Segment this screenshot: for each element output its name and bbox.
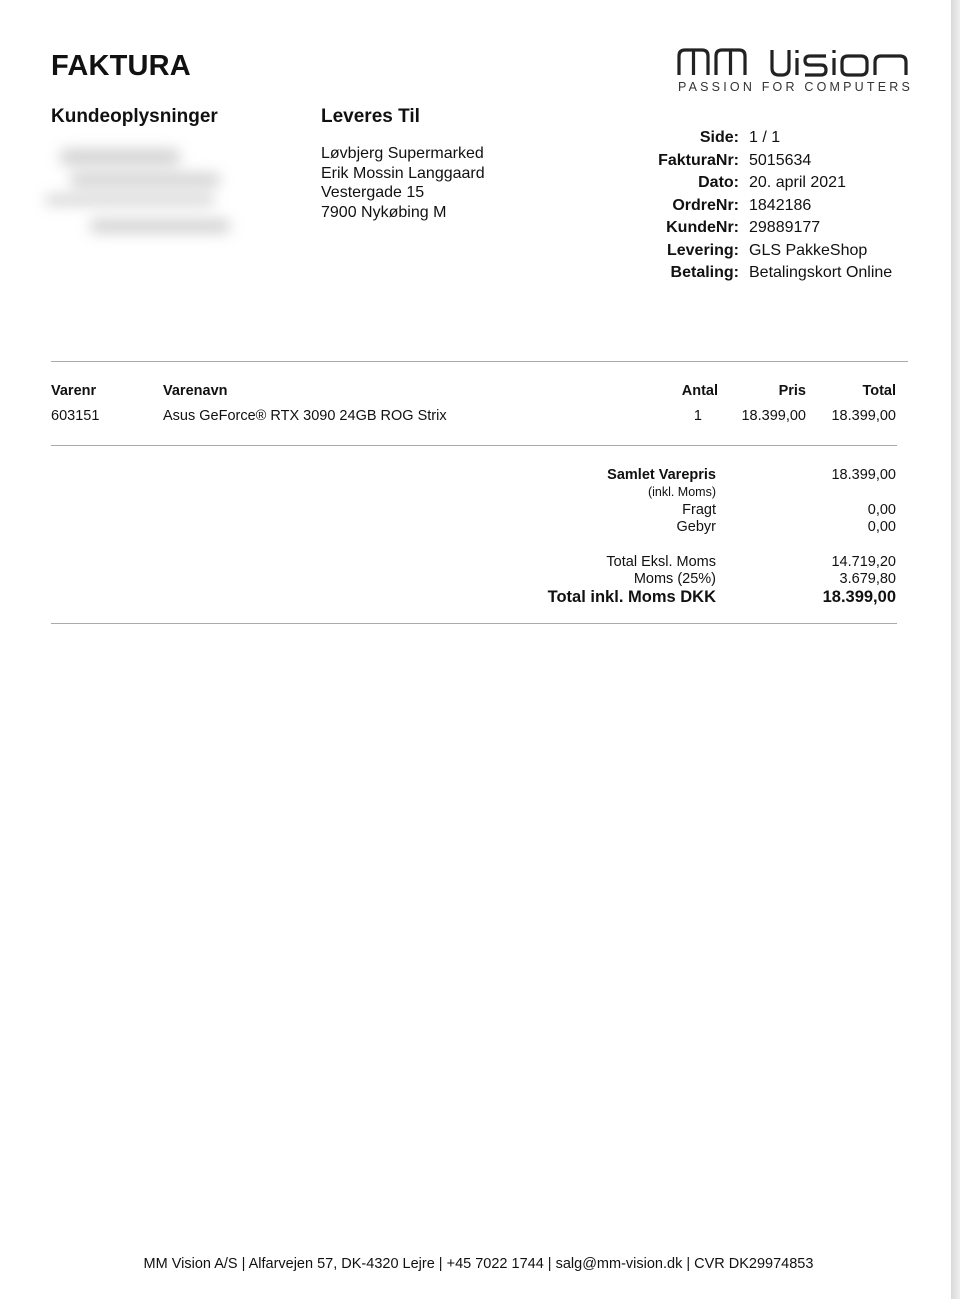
cell-varenr: 603151	[51, 408, 100, 424]
customer-heading: Kundeoplysninger	[51, 106, 218, 127]
divider	[51, 623, 897, 624]
grand-total-value: 18.399,00	[822, 588, 896, 606]
vat-value: 3.679,80	[839, 571, 896, 587]
column-header-antal: Antal	[681, 383, 718, 399]
company-footer: MM Vision A/S | Alfarvejen 57, DK-4320 Lejre | +45 7022 1744 | salg@mm-vision.dk | CVR DK29974853	[143, 1256, 814, 1272]
excl-vat-value: 14.719,20	[831, 554, 896, 570]
meta-label: Levering:	[666, 241, 739, 259]
shipping-heading: Leveres Til	[321, 106, 420, 127]
meta-row-customer-number	[540, 217, 892, 240]
shipping-street: Vestergade 15	[321, 184, 425, 201]
subtotal-value: 18.399,00	[831, 467, 896, 483]
meta-value: GLS PakkeShop	[749, 241, 868, 259]
cell-varenavn: Asus GeForce® RTX 3090 24GB ROG Strix	[163, 408, 447, 424]
meta-row-page	[540, 127, 892, 150]
meta-value: Betalingskort Online	[749, 264, 893, 281]
invoice-meta	[540, 127, 892, 285]
grand-total-label: Total inkl. Moms DKK	[547, 588, 716, 606]
shipping-company: Løvbjerg Supermarked	[321, 145, 484, 162]
meta-label: Side:	[699, 129, 739, 146]
divider	[51, 445, 897, 446]
meta-row-payment	[540, 262, 892, 285]
cell-total: 18.399,00	[831, 408, 896, 424]
meta-value: 20. april 2021	[749, 174, 846, 191]
meta-row-delivery	[540, 240, 892, 263]
shipping-address	[321, 144, 485, 222]
meta-label: Dato:	[698, 174, 739, 191]
fee-value: 0,00	[867, 519, 896, 535]
meta-value: 1842186	[749, 196, 812, 214]
meta-value: 1 / 1	[749, 129, 781, 146]
meta-value: 5015634	[749, 151, 812, 169]
subtotal-label: Samlet Varepris	[607, 467, 716, 483]
shipping-contact: Erik Mossin Langgaard	[321, 164, 485, 182]
freight-value: 0,00	[867, 502, 896, 518]
invoice-title: FAKTURA	[51, 50, 191, 82]
divider	[51, 361, 908, 362]
subtotal-note: (inkl. Moms)	[647, 485, 716, 499]
shipping-city: 7900 Nykøbing M	[321, 203, 447, 221]
company-logo	[676, 44, 914, 96]
meta-row-order-number	[540, 195, 892, 218]
vat-label: Moms (25%)	[633, 571, 716, 587]
meta-row-invoice-number	[540, 150, 892, 173]
meta-row-date	[540, 172, 892, 195]
column-header-varenavn: Varenavn	[163, 383, 228, 399]
meta-label: KundeNr:	[666, 219, 739, 236]
page-edge-shadow	[951, 0, 960, 1299]
excl-vat-label: Total Eksl. Moms	[606, 554, 716, 570]
cell-antal: 1	[693, 408, 702, 424]
column-header-pris: Pris	[778, 383, 806, 399]
meta-label: Betaling:	[670, 264, 739, 281]
column-header-total: Total	[862, 383, 896, 399]
cell-pris: 18.399,00	[741, 408, 806, 424]
column-header-varenr: Varenr	[51, 383, 97, 399]
meta-label: FakturaNr:	[658, 151, 739, 169]
logo-tagline: PASSION FOR COMPUTERS	[678, 80, 914, 94]
meta-value: 29889177	[749, 219, 821, 236]
freight-label: Fragt	[682, 502, 716, 518]
redacted-customer-info	[40, 135, 240, 255]
fee-label: Gebyr	[676, 519, 716, 535]
meta-label: OrdreNr:	[672, 196, 739, 214]
logo-wordmark	[676, 44, 910, 80]
